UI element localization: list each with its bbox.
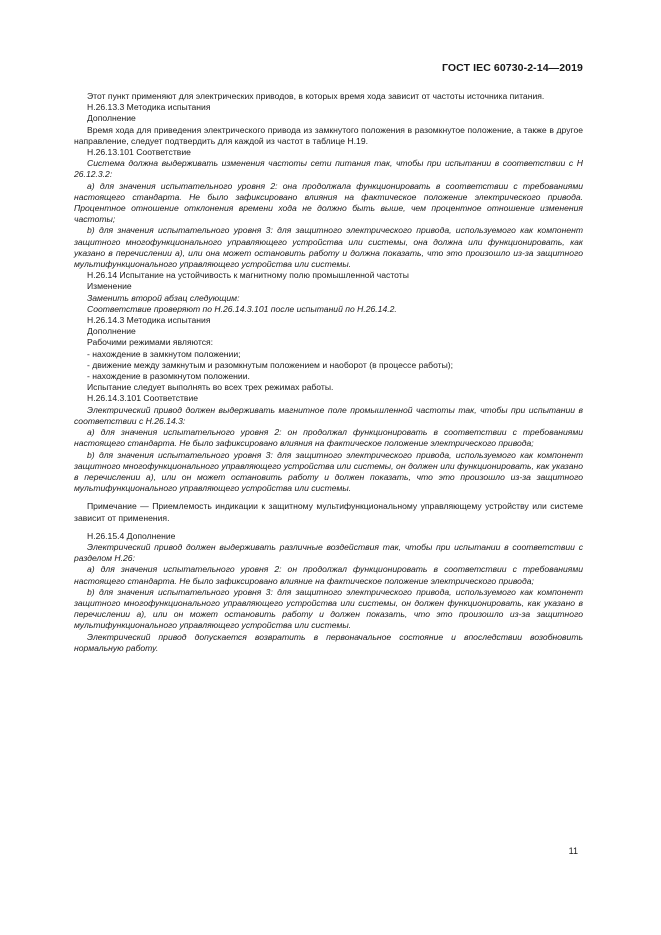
list-item: а) для значения испытательного уровня 2: он продолжал функционировать в соответствии с требованиями настоящего стандарта. Не было зафиксировано влияния на фактическое положение электрического привода; (74, 427, 583, 449)
list-item: b) для значения испытательного уровня 3: для защитного электрического привода, используемого как компонент защитного многофункционального управляющего устройства или системы, она должна или функционировать, как указано в перечислении а), или она может остановить работу и должна показать, что это произошло из-за защитного мультифункционального управляющего устройства или системы. (74, 225, 583, 270)
page-number: 11 (568, 846, 578, 856)
paragraph: Соответствие проверяют по H.26.14.3.101 после испытаний по H.26.14.2. (87, 303, 397, 314)
paragraph: Испытание следует выполнять во всех трех режимах работы. (87, 382, 334, 393)
list-item: b) для значения испытательного уровня 3: для защитного электрического привода, используемого как компонент защитного многофункционального управляющего устройства или системы, он должен или функционировать, как указано в перечислении а), или он может остановить работу и должен показать, что это произошло из-за защитного мультифункционального управляющего устройства или системы. (74, 449, 583, 494)
list-item: - движение между замкнутым и разомкнутым положением и наоборот (в процессе работы); (87, 359, 454, 370)
paragraph: Этот пункт применяют для электрических приводов, в которых время хода зависит от частоты источника питания. (87, 91, 545, 101)
document-header: ГОСТ IEC 60730-2-14—2019 (441, 62, 583, 74)
paragraph: Время хода для приведения электрического привода из замкнутого положения в разомкнутое положение, а также в другое направление, следует подтвердить для каждой из частот в таблице H.19. (74, 124, 583, 146)
section-heading: H.26.14 Испытание на устойчивость к магнитному полю промышленной частоты (87, 270, 409, 281)
note: Примечание — Приемлемость индикации к защитному мультифункциональному управляющему устройству или системе зависит от применения. (74, 501, 583, 523)
section-heading: H.26.13.3 Методика испытания (87, 102, 211, 113)
section-heading: H.26.14.3.101 Соответствие (87, 393, 199, 404)
paragraph: Электрический привод должен выдерживать магнитное поле промышленной частоты так, чтобы при испытании в соответствии с H.26.14.3: (74, 404, 583, 426)
paragraph: Электрический привод допускается возвратить в первоначальное состояние и впоследствии возобновить нормальную работу. (74, 631, 583, 653)
document-body (74, 91, 583, 654)
paragraph: Дополнение (87, 326, 136, 337)
list-item: - нахождение в замкнутом положении; (87, 348, 241, 359)
paragraph: Заменить второй абзац следующим: (87, 292, 240, 303)
list-item: а) для значения испытательного уровня 2: она продолжала функционировать в соответствии с требованиями настоящего стандарта. Не было зафиксировано влияния на фактическое положение электрического привода. Процентное отношение отклонения времени хода не должно быть выше, чем процентное отношение изменения частоты; (74, 180, 583, 225)
paragraph: Система должна выдерживать изменения частоты сети питания так, чтобы при испытании в соответствии с H 26.12.3.2: (74, 158, 583, 180)
list-item: а) для значения испытательного уровня 2: он продолжал функционировать в соответствии с требованиями настоящего стандарта. Не было зафиксировано влияние на фактическое положение электрического привода; (74, 564, 583, 586)
paragraph: Электрический привод должен выдерживать различные воздействия так, чтобы при испытании в соответствии с разделом H.26: (74, 541, 583, 564)
list-item: b) для значения испытательного уровня 3: для защитного электрического привода, используемого как компонент защитного многофункционального управляющего устройства или системы, он должен функционировать, как указано в перечислении а), или он может остановить работу и должен показать, что это произошло из-за защитного мультифункционального управляющего устройства или системы. (74, 586, 583, 631)
paragraph: Изменение (87, 281, 132, 292)
paragraph: Рабочими режимами являются: (87, 337, 214, 348)
list-item: - нахождение в разомкнутом положении. (87, 371, 250, 382)
section-heading: H.26.14.3 Методика испытания (87, 315, 211, 326)
section-heading: H.26.15.4 Дополнение (87, 530, 176, 541)
section-heading: H.26.13.101 Соответствие (87, 147, 191, 158)
paragraph: Дополнение (87, 113, 136, 124)
